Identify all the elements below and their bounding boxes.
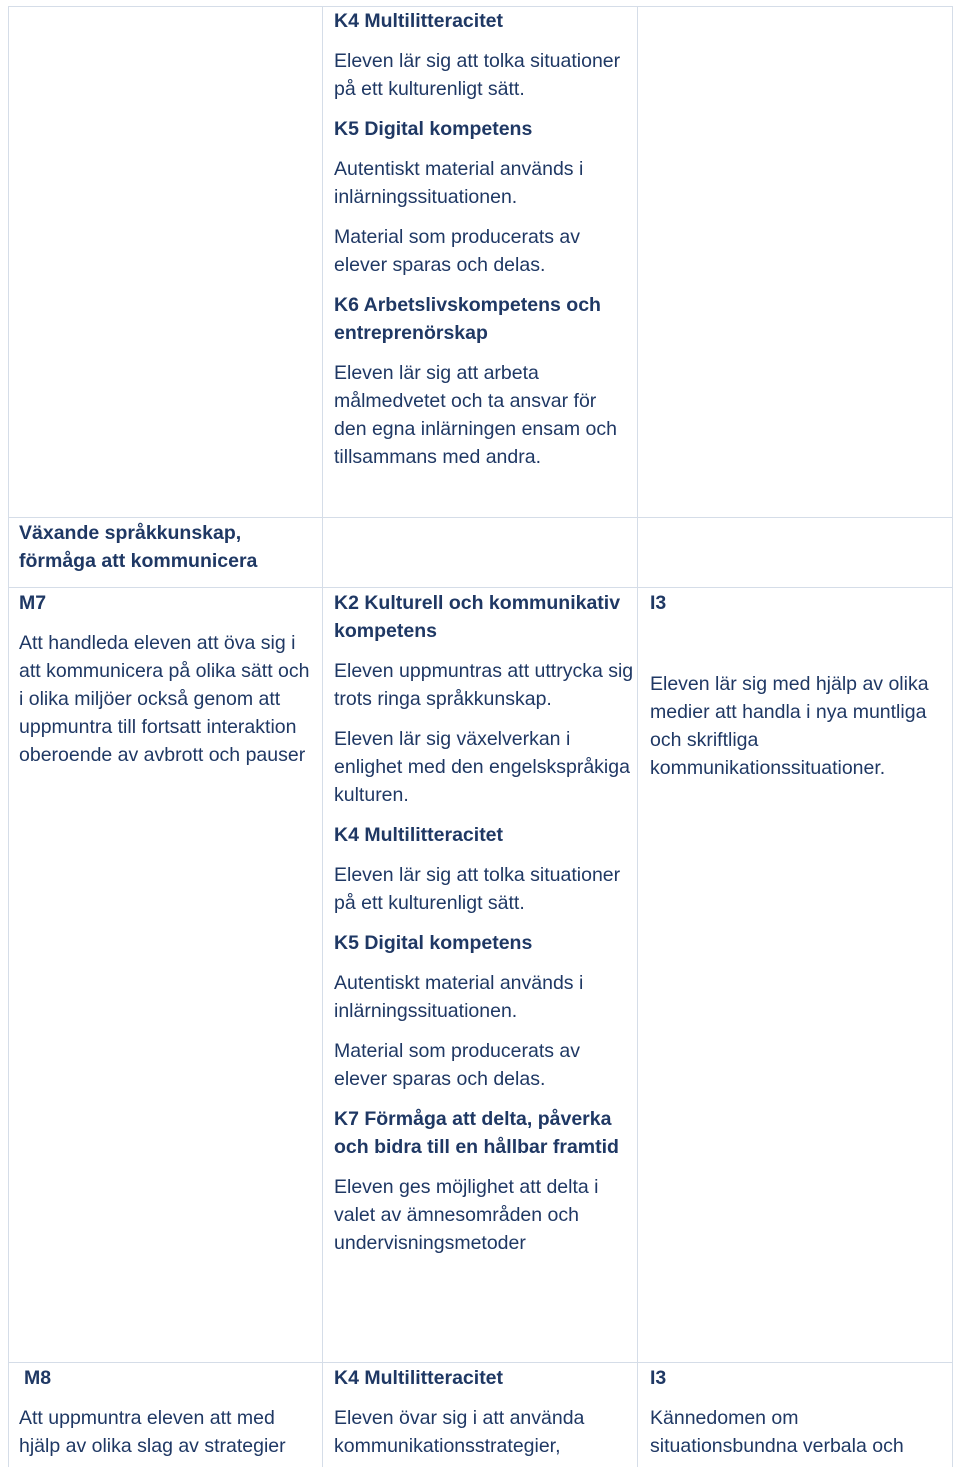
competence-heading: K2 Kulturell och kommunikativ kompetens xyxy=(334,592,621,642)
content-area-code: I3 xyxy=(650,592,667,614)
competence-text: Eleven uppmuntras att uttrycka sig trots ringa språkkunskap. xyxy=(334,660,634,710)
content-area-text: Kännedomen om situationsbundna verbala och xyxy=(650,1407,904,1457)
section-heading-cell xyxy=(19,519,315,587)
competence-heading: K4 Multilitteracitet xyxy=(334,824,504,846)
m8-goal-cell xyxy=(19,1404,315,1472)
competence-text: Eleven lär sig att tolka situationer på ett kulturenligt sätt. xyxy=(334,50,621,100)
competence-heading: K7 Förmåga att delta, påverka och bidra till en hållbar framtid xyxy=(334,1108,619,1158)
competence-text: Eleven lär sig att tolka situationer på ett kulturenligt sätt. xyxy=(334,864,621,914)
row-divider-1 xyxy=(8,517,953,518)
table-border-col1 xyxy=(322,6,323,1467)
goal-text: Att uppmuntra eleven att med hjälp av olika slag av strategier xyxy=(19,1407,286,1457)
competence-text: Autentiskt material används i inlärningssituationen. xyxy=(334,158,584,208)
row-divider-3 xyxy=(8,1362,953,1363)
m8-content-area-cell xyxy=(650,1364,942,1472)
competence-text: Eleven ges möjlighet att delta i valet av ämnesområden och undervisningsmetoder xyxy=(334,1176,599,1254)
competence-text: Eleven lär sig växelverkan i enlighet med den engelskspråkiga kulturen. xyxy=(334,728,630,806)
competence-text: Eleven lär sig att arbeta målmedvetet och ta ansvar för den egna inlärningen ensam och tillsammans med andra. xyxy=(334,362,617,468)
competence-heading: K5 Digital kompetens xyxy=(334,118,533,140)
competence-heading: K4 Multilitteracitet xyxy=(334,10,504,32)
row1-competences-cell xyxy=(334,7,634,483)
table-border-right xyxy=(952,6,953,1467)
table-border-left xyxy=(8,6,9,1467)
section-heading: Växande språkkunskap, förmåga att kommunicera xyxy=(19,522,258,572)
m8-goal-code-cell xyxy=(24,1364,320,1404)
competence-heading: K5 Digital kompetens xyxy=(334,932,533,954)
competence-text: Eleven övar sig i att använda kommunikationsstrategier, xyxy=(334,1407,585,1457)
competence-text: Autentiskt material används i inlärningssituationen. xyxy=(334,972,584,1022)
competence-text: Material som producerats av elever sparas och delas. xyxy=(334,226,581,276)
content-area-text: Eleven lär sig med hjälp av olika medier att handla i nya muntliga och skriftliga kommunikationssituationer. xyxy=(650,673,929,779)
competence-text: Material som producerats av elever sparas och delas. xyxy=(334,1040,581,1090)
goal-text: Att handleda eleven att öva sig i att kommunicera på olika sätt och i olika miljöer också genom att uppmuntra till fortsatt interaktion oberoende av avbrott och pauser xyxy=(19,632,310,766)
m7-content-area-cell xyxy=(650,589,942,794)
competence-heading: K6 Arbetslivskompetens och entreprenörskap xyxy=(334,294,601,344)
m7-competences-cell xyxy=(334,589,634,1269)
m7-goal-cell xyxy=(19,589,315,781)
row-divider-2 xyxy=(8,587,953,588)
table-border-col2 xyxy=(637,6,638,1467)
goal-code: M7 xyxy=(19,592,47,614)
goal-code: M8 xyxy=(24,1367,52,1389)
content-area-code: I3 xyxy=(650,1367,667,1389)
m8-competences-cell xyxy=(334,1364,634,1472)
competence-heading: K4 Multilitteracitet xyxy=(334,1367,504,1389)
